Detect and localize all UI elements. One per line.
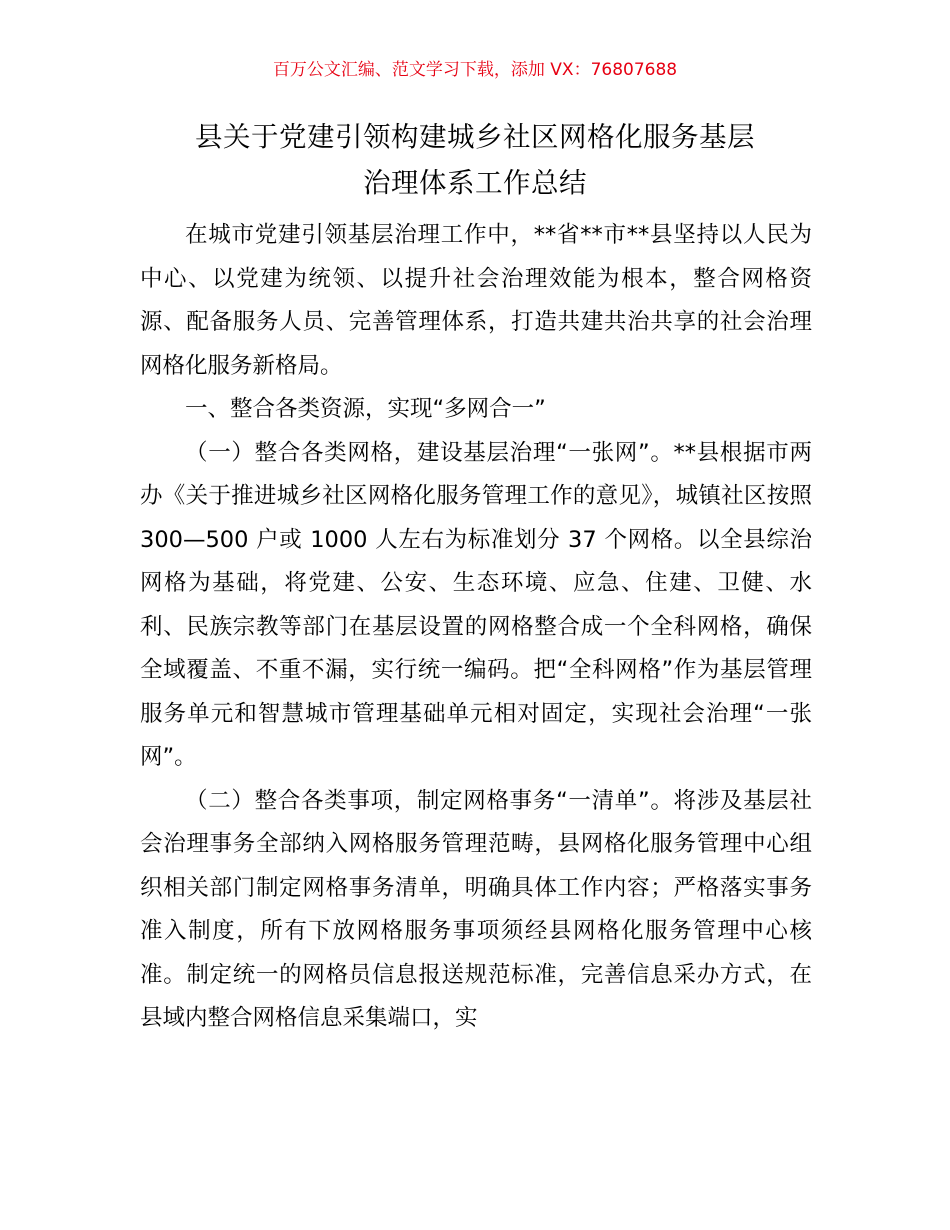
document-body bbox=[140, 214, 812, 1041]
title-line-2: 治理体系工作总结 bbox=[363, 167, 587, 199]
paragraph-subsection-1: （一）整合各类网格，建设基层治理“一张网”。**县根据市两办《关于推进城乡社区网格化服务管理工作的意见》，城镇社区按照 300—500 户或 1000 人左右为标准划分 37 个网格。以全县综治网格为基础，将党建、公安、生态环境、应急、住建、卫健、水利、民族宗教等部门在基层设置的网格整合成一个全科网格，确保全域覆盖、不重不漏，实行统一编码。把“全科网格”作为基层管理服务单元和智慧城市管理基础单元相对固定，实现社会治理“一张网”。 bbox=[140, 439, 812, 770]
section-heading-1: 一、整合各类资源，实现“多网合一” bbox=[185, 396, 546, 422]
paragraph-subsection-2: （二）整合各类事项，制定网格事务“一清单”。将涉及基层社会治理事务全部纳入网格服务管理范畴，县网格化服务管理中心组织相关部门制定网格事务清单，明确具体工作内容；严格落实事务准入制度，所有下放网格服务事项须经县网格化服务管理中心核准。制定统一的网格员信息报送规范标准，完善信息采办方式，在县域内整合网格信息采集端口，实 bbox=[140, 787, 812, 1031]
paragraph-intro: 在城市党建引领基层治理工作中，**省**市**县坚持以人民为中心、以党建为统领、以提升社会治理效能为根本，整合网格资源、配备服务人员、完善管理体系，打造共建共治共享的社会治理网格化服务新格局。 bbox=[140, 222, 812, 379]
header-banner: 百万公文汇编、范文学习下载，添加 VX：76807688 bbox=[272, 60, 678, 80]
title-line-1: 县关于党建引领构建城乡社区网格化服务基层 bbox=[195, 121, 755, 153]
page-title bbox=[140, 114, 810, 206]
